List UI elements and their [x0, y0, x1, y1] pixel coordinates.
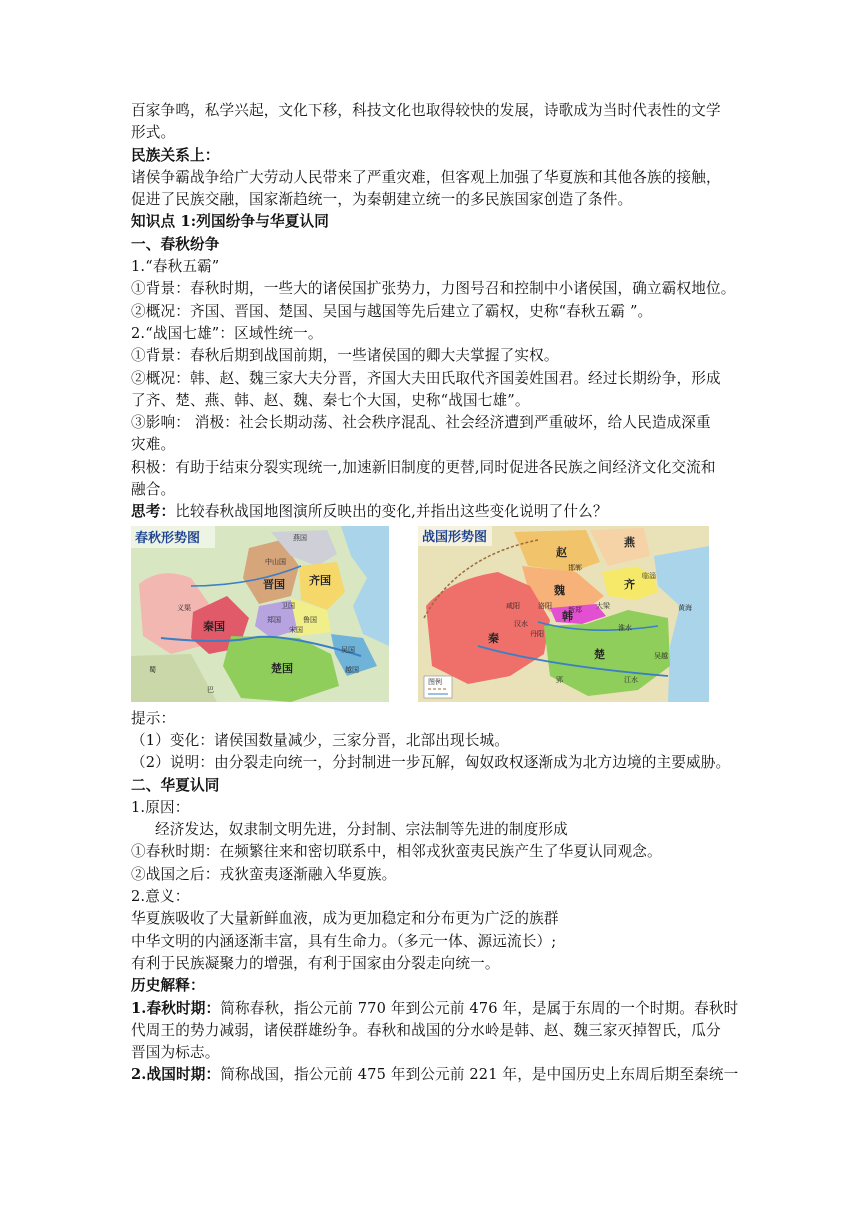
explanation-text: 代周王的势力减弱，诸侯群雄纷争。春秋和战国的分水岭是韩、赵、魏三家灭掉智氏，瓜分 — [131, 1021, 721, 1039]
map-legend-label: 图例 — [428, 677, 442, 686]
text-line: 了齐、楚、燕、韩、赵、魏、秦七个大国，史称“战国七雄”。 — [131, 391, 530, 409]
warring-states-map-title: 战国形势图 — [422, 529, 488, 545]
text-line: 有利于民族凝聚力的增强，有利于国家由分裂走向统一。 — [131, 954, 500, 972]
map-label: 韩 — [562, 609, 573, 623]
map-label: 新郑 — [568, 605, 582, 614]
explanation-line — [131, 1064, 739, 1086]
map-label: 汉水 — [514, 619, 528, 628]
map-label: 卫国 — [281, 601, 295, 610]
map-label: 蜀 — [149, 665, 156, 674]
map-label: 赵 — [556, 545, 567, 559]
map-label: 义渠 — [177, 603, 191, 612]
map-label: 淮水 — [618, 623, 632, 632]
text-line: 经济发达，奴隶制文明先进，分封制、宗法制等先进的制度形成 — [155, 821, 568, 839]
map-label: 楚国 — [271, 661, 293, 675]
paragraph-block-2 — [131, 708, 731, 998]
map-label: 晋国 — [263, 577, 285, 591]
map-label: 郑国 — [267, 615, 281, 624]
text-line: 1.“春秋五霸” — [131, 258, 220, 276]
map-label: 邯郸 — [568, 563, 582, 572]
spring-autumn-map — [131, 526, 389, 702]
think-label: 思考： — [131, 503, 176, 521]
text-line: 2.意义： — [131, 888, 190, 906]
warring-states-map-image — [418, 526, 709, 702]
map-label: 秦 — [488, 631, 499, 645]
explanation-text: 简称战国，指公元前 475 年到公元前 221 年，是中国历史上东周后期至秦统一 — [220, 1066, 739, 1084]
map-label: 燕国 — [293, 533, 307, 542]
map-label: 咸阳 — [506, 601, 520, 610]
explanation-line — [131, 1020, 731, 1042]
text-line: 积极：有助于结束分裂实现统一,加速新旧制度的更替,同时促进各民族之间经济文化交流和 — [131, 458, 716, 476]
history-explanations — [131, 998, 739, 1087]
text-line: 形式。 — [131, 124, 176, 142]
explanation-text: 晋国为标志。 — [131, 1044, 220, 1062]
text-line: ①背景：春秋后期到战国前期，一些诸侯国的卿大夫掌握了实权。 — [131, 347, 559, 365]
text-line: 中华文明的内涵逐渐丰富，具有生命力。（多元一体、源远流长）; — [131, 932, 557, 950]
map-label: 吴国 — [341, 645, 355, 654]
text-line: ①背景：春秋时期，一些大的诸侯国扩张势力，力图号召和控制中小诸侯国，确立霸权地位。 — [131, 280, 736, 298]
map-label: 鲁国 — [303, 615, 317, 624]
text-line: 灾难。 — [131, 436, 176, 454]
text-line: 促进了民族交融，国家渐趋统一，为秦朝建立统一的多民族国家创造了条件。 — [131, 191, 633, 209]
document-page — [131, 100, 739, 1087]
heading-line: 民族关系上： — [131, 146, 220, 164]
heading-line: 历史解释： — [131, 977, 205, 995]
map-label: 宋国 — [289, 625, 303, 634]
map-label: 楚 — [594, 647, 605, 661]
text-line: 融合。 — [131, 481, 176, 499]
map-label: 燕 — [624, 535, 635, 549]
heading-line: 一、春秋纷争 — [131, 235, 220, 253]
text-line: 华夏族吸收了大量新鲜血液，成为更加稳定和分布更为广泛的族群 — [131, 910, 559, 928]
text-line: 提示： — [131, 709, 176, 727]
map-label: 江水 — [624, 675, 638, 684]
text-line: 诸侯争霸战争给广大劳动人民带来了严重灾难，但客观上加强了华夏族和其他各族的接触， — [131, 168, 721, 186]
map-label: 洛阳 — [538, 601, 552, 610]
map-label: 齐 — [624, 577, 635, 591]
text-line: ②概况：齐国、晋国、楚国、吴国与越国等先后建立了霸权，史称“春秋五霸 ”。 — [131, 302, 653, 320]
text-line: （2）说明：由分裂走向统一，分封制进一步瓦解，匈奴政权逐渐成为北方边境的主要威胁。 — [131, 754, 731, 772]
spring-autumn-map-image — [131, 526, 389, 702]
map-label: 丹阳 — [530, 629, 544, 638]
spring-autumn-map-title: 春秋形势图 — [135, 530, 201, 546]
text-line: 2.“战国七雄”：区域性统一。 — [131, 324, 323, 342]
heading-line: 知识点 1:列国纷争与华夏认同 — [131, 213, 329, 231]
map-label: 越国 — [345, 665, 359, 674]
explanation-term: 2.战国时期： — [131, 1066, 221, 1084]
think-question — [131, 501, 731, 523]
map-label: 秦国 — [203, 619, 225, 633]
explanation-line — [131, 1042, 731, 1064]
paragraph-block-1 — [131, 100, 736, 501]
text-line: 1.原因： — [131, 798, 190, 816]
map-label: 黄海 — [678, 603, 692, 612]
map-label: 魏 — [554, 583, 565, 597]
text-line: ③影响： 消极：社会长期动荡、社会秩序混乱、社会经济遭到严重破坏，给人民造成深重 — [131, 414, 711, 432]
text-line: （1）变化：诸侯国数量减少，三家分晋，北部出现长城。 — [131, 731, 510, 749]
map-label: 吴越 — [654, 651, 668, 660]
text-line: ②概况：韩、赵、魏三家大夫分晋，齐国大夫田氏取代齐国姜姓国君。经过长期纷争，形成 — [131, 369, 721, 387]
map-label: 中山国 — [265, 557, 286, 566]
map-figures — [131, 526, 731, 704]
explanation-term: 1.春秋时期： — [131, 999, 221, 1017]
map-label: 齐国 — [309, 573, 331, 587]
map-label: 郢 — [556, 675, 563, 684]
explanation-text: 简称春秋，指公元前 770 年到公元前 476 年，是属于东周的一个时期。春秋时 — [220, 999, 739, 1017]
heading-line: 二、华夏认同 — [131, 776, 220, 794]
map-label: 临淄 — [642, 571, 656, 580]
map-label: 大梁 — [596, 601, 610, 610]
text-line: 百家争鸣，私学兴起，文化下移，科技文化也取得较快的发展，诗歌成为当时代表性的文学 — [131, 102, 721, 119]
text-line: ①春秋时期：在频繁往来和密切联系中，相邻戎狄蛮夷民族产生了华夏认同观念。 — [131, 843, 662, 861]
map-label: 巴 — [207, 685, 214, 694]
warring-states-map — [418, 526, 709, 702]
text-line: ②战国之后：戎狄蛮夷逐渐融入华夏族。 — [131, 865, 397, 883]
explanation-line — [131, 998, 739, 1020]
think-text: 比较春秋战国地图演所反映出的变化,并指出这些变化说明了什么？ — [175, 503, 608, 521]
